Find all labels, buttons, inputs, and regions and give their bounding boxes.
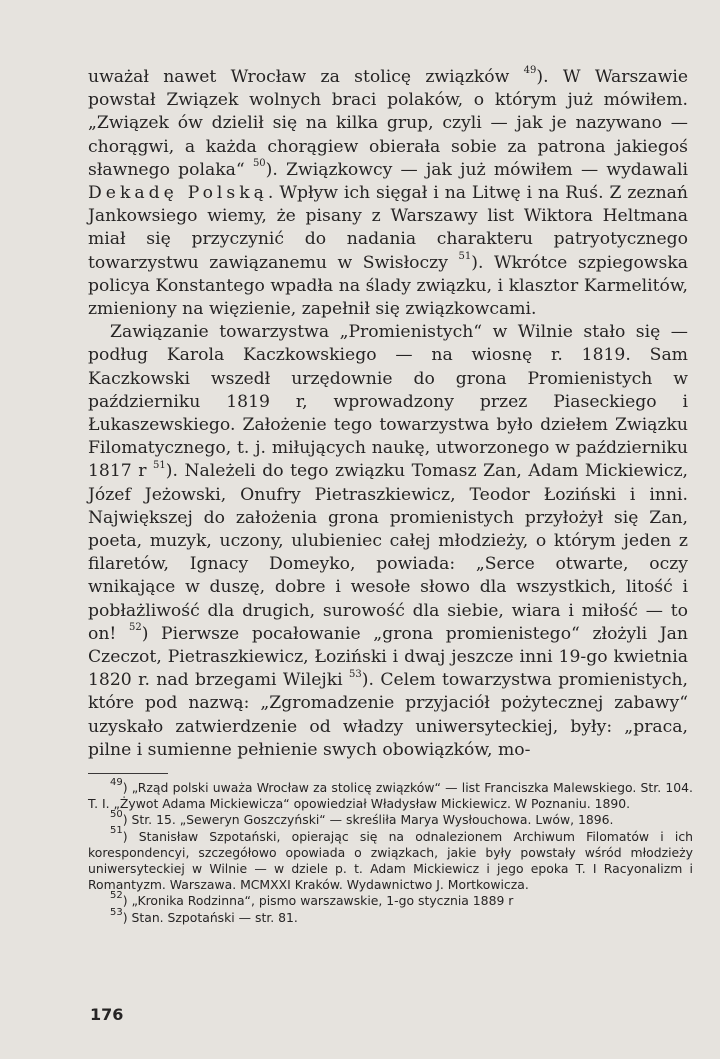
footnote <box>88 906 693 926</box>
page-number: 176 <box>90 1005 124 1024</box>
footnote-text: ) „Rząd polski uważa Wrocław za stolicę związków“ — list Franciszka Malewskiego. Str. 104. T. I. „Żywot Adama Mickiewicza“ opowiedział Władysław Mickiewicz. W Poznaniu. 1890. <box>88 780 693 812</box>
footnote <box>88 809 693 828</box>
text-run: ). W Warszawie powstał Związek wolnych braci polaków, o którym już mówiłem. „Związek ów dzielił się na kilka grup, czyli — jak je nazywano — chorągwi, a każda chorągiew obierała sobie za patrona jakiegoś sławnego polaka“ <box>88 67 688 180</box>
spaced-title: Dekadę Polską <box>88 183 268 204</box>
text-run: ). Związkowcy — jak już mówiłem — wydawali <box>265 159 688 180</box>
text-run: uważał nawet Wrocław za stolicę związków <box>88 67 524 87</box>
footnote-ref: 49 <box>523 65 537 77</box>
footnotes <box>88 776 693 926</box>
footnote-number: 52 <box>110 890 123 902</box>
paragraph <box>88 66 688 321</box>
footnote-ref: 51 <box>153 459 166 471</box>
text-run: ). Wkrótce szpiegowska policya Konstantego wpadła na ślady związku, i klasztor Karmelitów, zmieniony na więzienie, zapełnił się związkowcami. <box>88 252 688 320</box>
text-run: ) Pierwsze pocałowanie „grona promienistego“ złożyli Jan Czeczot, Pietraszkiewicz, Łoziński i dwaj jeszcze inni 19-go kwietnia 1820 r. nad brzegami Wilejki <box>88 623 688 691</box>
footnote-number: 51 <box>110 825 123 837</box>
footnote-text: ) Str. 15. „Seweryn Goszczyński“ — skreśliła Marya Wysłouchowa. Lwów, 1896. <box>122 812 614 828</box>
footnote-number: 49 <box>110 776 123 788</box>
footnote <box>88 825 693 894</box>
main-text <box>88 66 688 762</box>
paragraph <box>88 321 688 762</box>
text-run: ). Celem towarzystwa promienistych, które pod nazwą: „Zgromadzenie przyjaciół pożytecznej zabawy“ uzyskało zatwierdzenie od władzy uniwersyteckiej, były: „praca, pilne i sumienne pełnienie swych obowiązków, mo- <box>88 670 688 760</box>
footnote-ref: 52 <box>128 622 142 634</box>
text-run: Zawiązanie towarzystwa „Promienistych“ w Wilnie stało się — podług Karola Kaczkowskiego — na wiosnę r. 1819. Sam Kaczkowski wszedł urzędownie do grona Promienistych w październiku 1819 r, wprowadzony przez Piaseckiego i Łukaszewskiego. Założenie tego towarzystwa było dziełem Związku Filomatycznego, t. j. miłujących naukę, utworzonego w październiku 1817 r <box>88 322 688 482</box>
footnote-ref: 51 <box>458 250 472 262</box>
footnote-text: ) „Kronika Rodzinna“, pismo warszawskie, 1-go stycznia 1889 r <box>122 893 514 909</box>
footnote-text: ) Stanisław Szpotański, opierając się na odnalezionem Archiwum Filomatów i ich korespondencyi, szczegółowo opowiada o związkach, jakie były powstały wśród młodzieży uniwersyteckiej w Wilnie — w dziele p. t. Adam Mickiewicz i jego epoka T. I Racyonalizm i Romantyzm. Warszawa. MCMXXI Kraków. Wydawnictwo J. Mortkowicza. <box>88 828 693 893</box>
footnote <box>88 890 693 909</box>
footnote-ref: 53 <box>349 668 362 680</box>
footnote-divider <box>88 773 168 774</box>
text-run: ). Należeli do tego związku Tomasz Zan, Adam Mickiewicz, Józef Jeżowski, Onufry Pietraszkiewicz, Teodor Łoziński i inni. Największej do założenia grona promienistych przyłożył się Zan, poeta, muzyk, uczony, ulubieniec całej młodzieży, o którym jeden z filaretów, Ignacy Domeyko, powiada: „Serce otwarte, oczy wnikające w duszę, dobre i wesołe słowo dla wszystkich, litość i pobłażliwość dla drugich, surowość dla siebie, wiara i miłość — to on! <box>88 461 688 644</box>
footnote-text: ) Stan. Szpotański — str. 81. <box>122 909 298 925</box>
footnote <box>88 776 693 812</box>
footnote-ref: 50 <box>252 158 266 170</box>
footnote-number: 50 <box>110 809 123 821</box>
footnote-number: 53 <box>110 906 123 918</box>
text-run: . Wpływ ich sięgał i na Litwę i na Ruś. Z zeznań Jankowsiego wiemy, że pisany z Warszawy list Wiktora Heltmana miał się przyczynić do nadania charakteru patryotycznego towarzystwu zawiązanemu w Swisłoczy <box>88 183 688 273</box>
